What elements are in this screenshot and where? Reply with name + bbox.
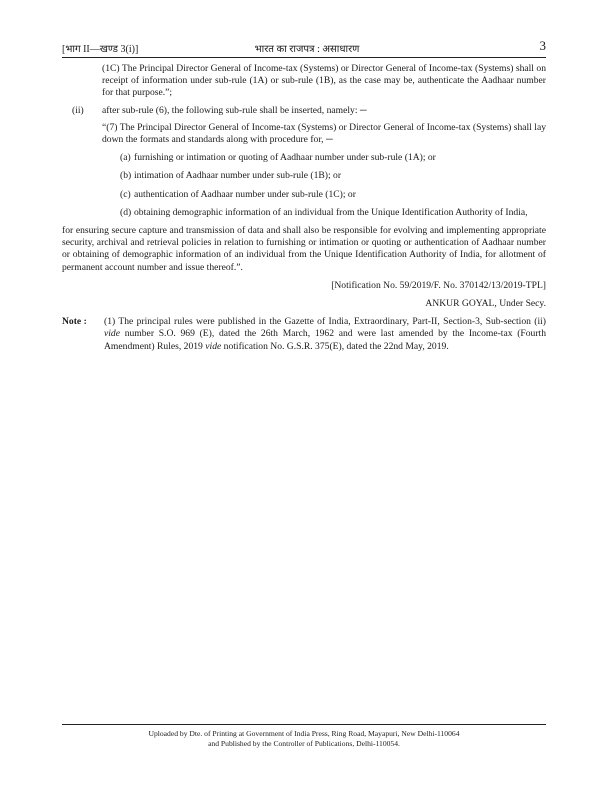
item-label: (d) [120,206,132,218]
note-vide-2: vide [205,340,222,352]
footer-line-2: and Published by the Controller of Publications, Delhi-110054. [208,739,400,748]
item-label: (b) [120,170,132,182]
item-text: furnishing or intimation or quoting of Aadhaar number under sub-rule (1A); or [134,152,436,164]
header-divider [62,57,546,58]
page-header [62,40,546,56]
footer-line-1: Uploaded by Dte. of Printing at Government of India Press, Ring Road, Mayapuri, New Delhi-110064 [148,729,460,738]
clause-ii-text: after sub-rule (6), the following sub-rule shall be inserted, namely: ─ [102,104,367,116]
list-item-d [62,207,546,219]
list-item-b [62,170,546,182]
list-item-a [62,152,546,164]
note-text-3: notification No. G.S.R. 375(E), dated the 22nd May, 2019. [221,340,449,352]
clause-ii-number: (ii) [72,104,84,116]
note-vide-1: vide [104,328,120,340]
note-label: Note : [62,316,87,328]
footer-divider [62,724,546,725]
closing-paragraph: for ensuring secure capture and transmission of data and shall also be responsible for evolving and implementing appropriate security, archival and retrieval policies in relation to furnishing or intimation or quoting or authentication of Aadhaar number or obtaining of demographic information of an individual from the Unique Identification Authority of India, for allotment of permanent account number and issue thereof.”. [62,225,546,273]
document-body [62,63,546,353]
note-text-2: number S.O. 969 (E), dated the 26th March, 1962 and were last amended by the Income-tax (Fourth Amendment) Rules, 2019 [104,328,546,352]
note-block [62,316,546,353]
paragraph-1c: (1C) The Principal Director General of Income-tax (Systems) or Director General of Income-tax (Systems) shall on receipt of information under sub-rule (1A) or sub-rule (1B), as the case may be, authenticate the Aadhaar number for that purpose.”; [102,63,546,99]
item-text: obtaining demographic information of an individual from the Unique Identification Authority of India, [134,206,528,218]
note-text-1: (1) The principal rules were published in the Gazette of India, Extraordinary, Part-II, Section-3, Sub-section (ii) [104,316,546,328]
signatory: ANKUR GOYAL, Under Secy. [425,298,546,310]
item-text: intimation of Aadhaar number under sub-rule (1B); or [134,170,342,182]
header-gazette-title: भारत का राजपत्र : असाधारण [254,44,360,55]
item-text: authentication of Aadhaar number under sub-rule (1C); or [134,188,356,200]
paragraph-7: “(7) The Principal Director General of Income-tax (Systems) or Director General of Income-tax (Systems) shall lay down the formats and standards along with procedure for, ─ [102,121,546,146]
clause-ii [62,105,546,117]
item-label: (a) [120,152,131,164]
list-item-c [62,189,546,201]
header-part-section: [भाग II—खण्ड 3(i)] [62,44,139,55]
item-label: (c) [120,188,131,200]
page-number: 3 [539,38,546,53]
notification-reference: [Notification No. 59/2019/F. No. 370142/13/2019-TPL] [331,279,546,291]
page-footer [62,729,546,749]
